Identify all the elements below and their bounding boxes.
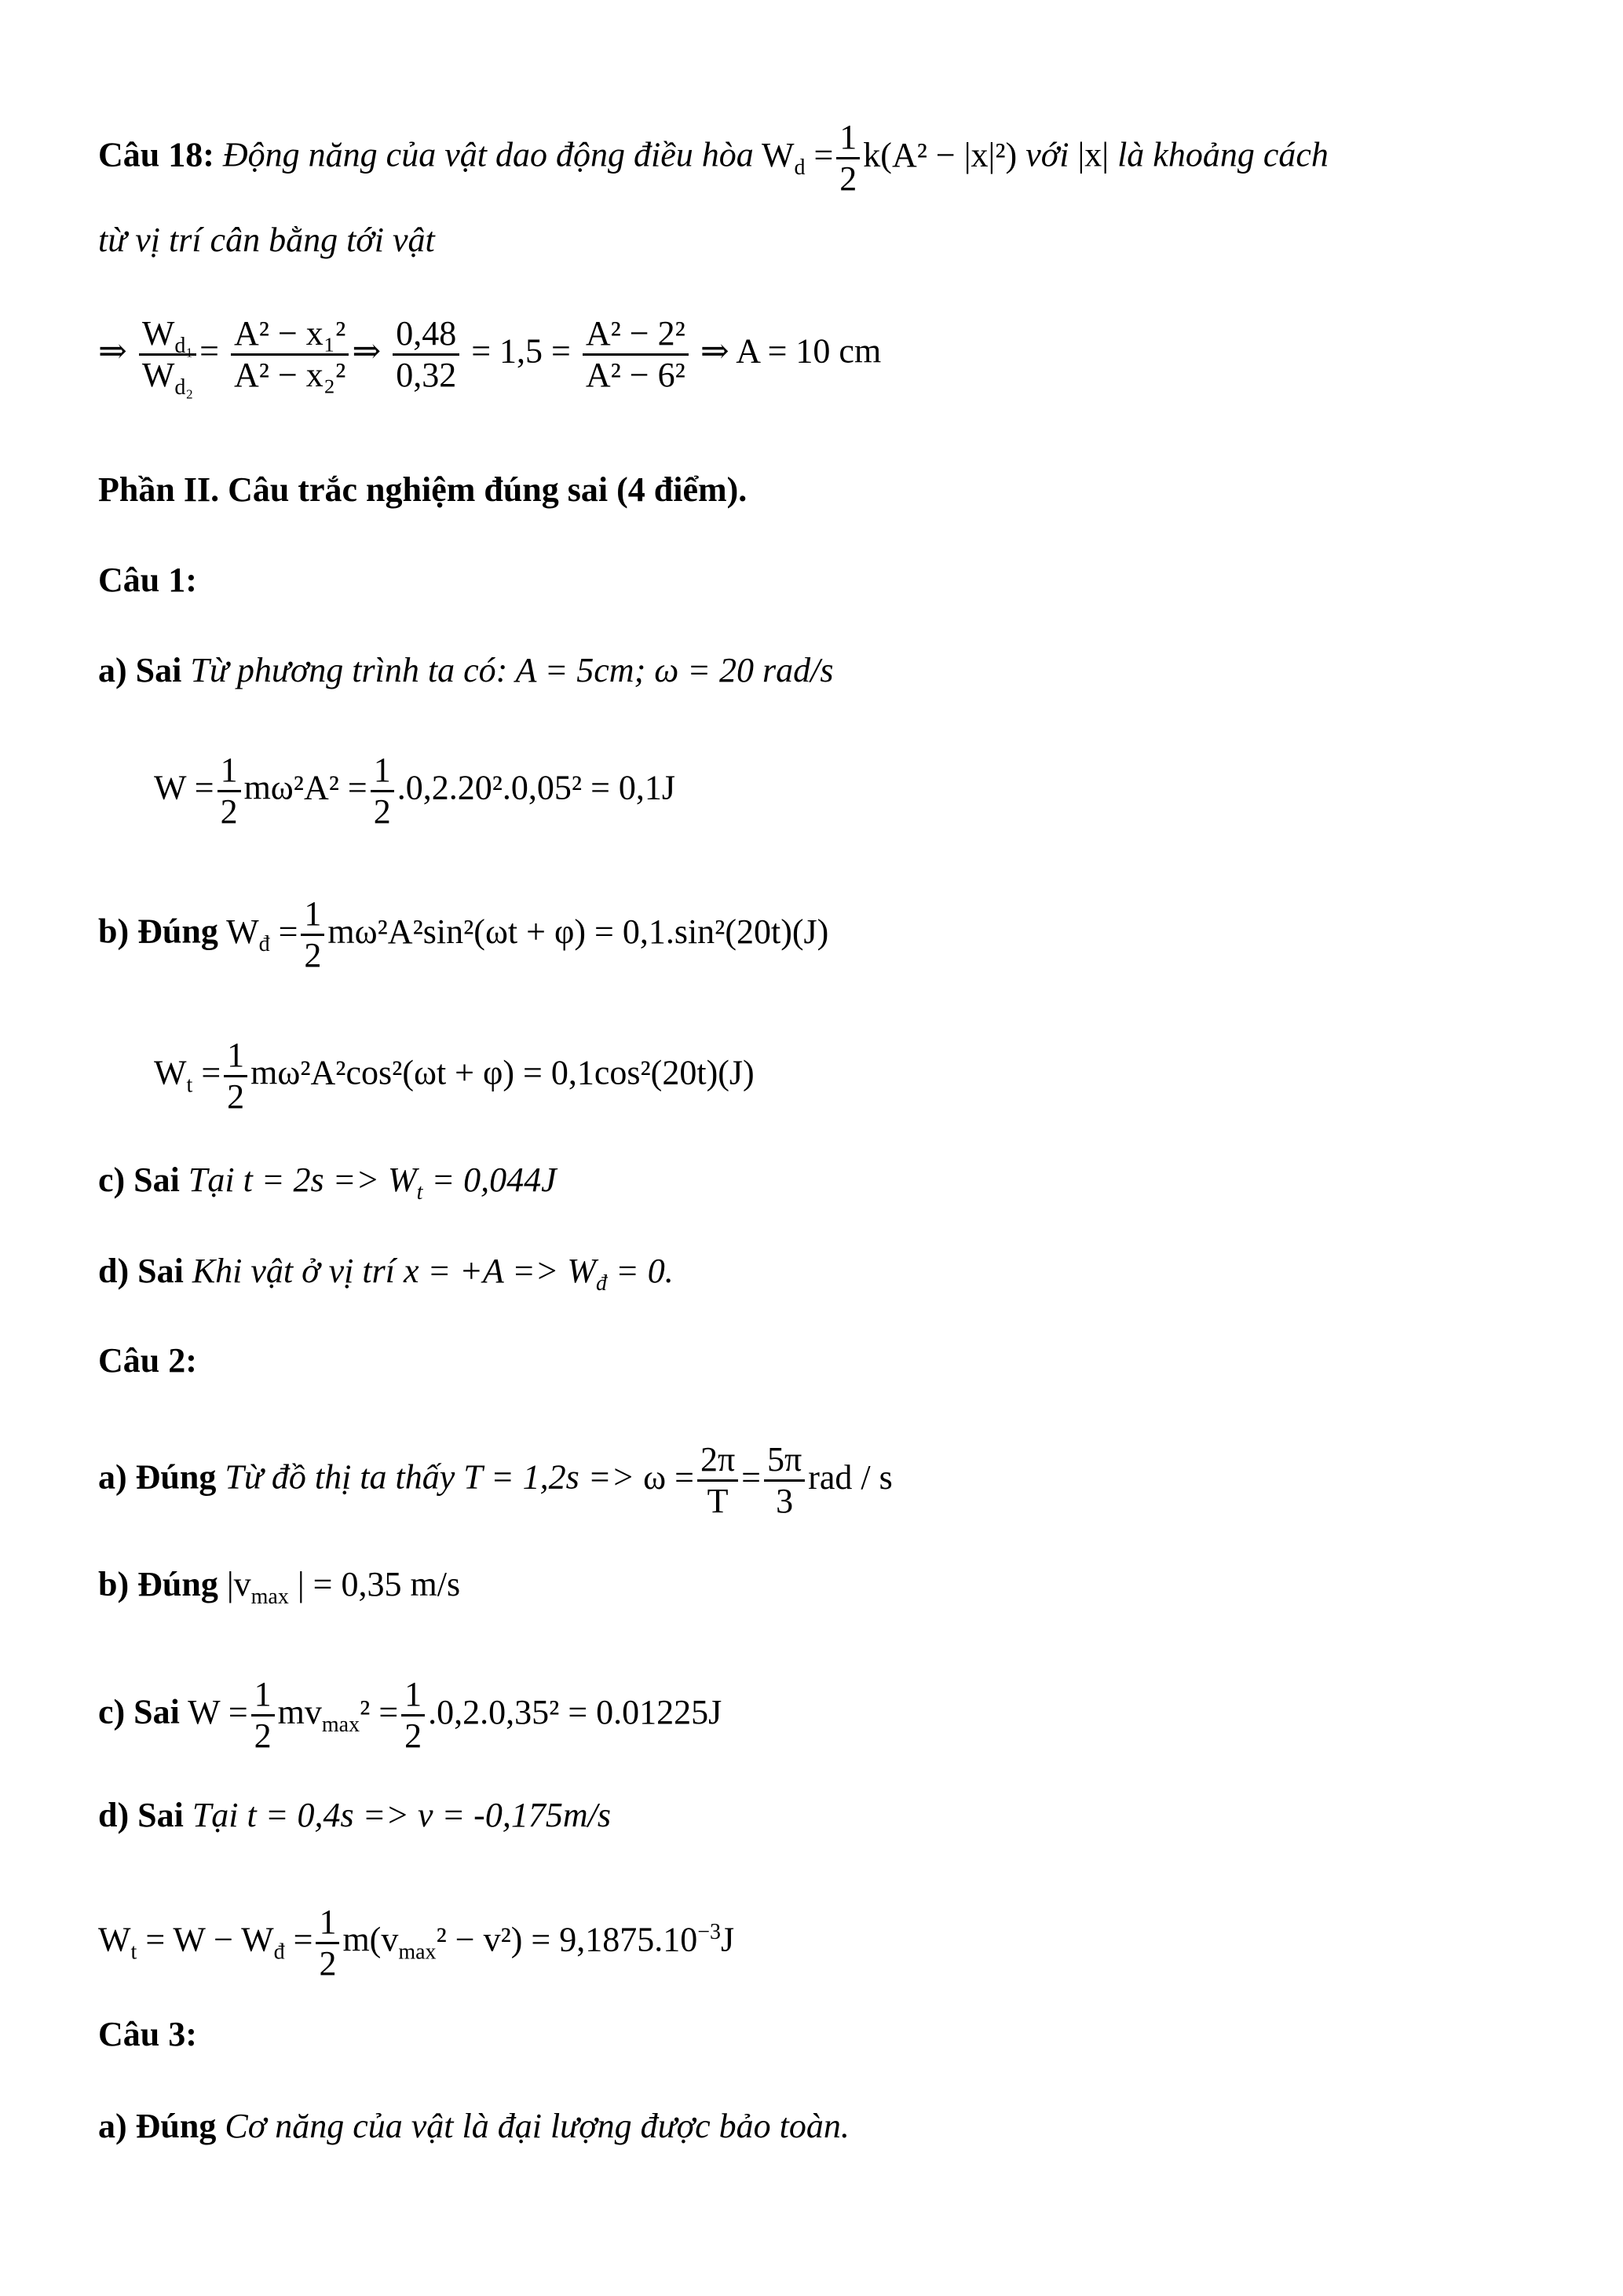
q1-d (98, 1249, 674, 1296)
q1-a-frac1-num: 1 (217, 751, 241, 792)
q18-abs-x: |x| (1077, 135, 1109, 174)
q2-label: Câu 2: (98, 1341, 197, 1380)
q3-a (98, 2104, 850, 2148)
q1-b2-sub: t (186, 1073, 193, 1098)
q1-c-text2: = 0,044J (422, 1161, 557, 1199)
q2-d2-rhs1: m(v (342, 1920, 399, 1959)
q2-d2-mid: = W − W (137, 1920, 274, 1959)
q1-b2-frac-den: 2 (227, 1077, 245, 1116)
q3-a-text: Cơ năng của vật là đại lượng được bảo toàn. (225, 2107, 850, 2145)
q2-b-label: b) Đúng (98, 1565, 218, 1603)
q3-a-label: a) Đúng (98, 2107, 217, 2145)
q18-frac-b (583, 314, 689, 395)
q2-d2-unit: J (721, 1920, 735, 1959)
q18-frac-w (139, 314, 196, 400)
q2-d2-sub2: đ (273, 1940, 285, 1965)
q2-c-rhs: .0,2.0,35² = 0.01225J (428, 1692, 722, 1731)
q18-arrow: ⇒ (98, 331, 127, 371)
q1-a-formula (154, 751, 675, 832)
q1-a-frac1 (217, 751, 241, 832)
q1-b-frac-den: 2 (304, 936, 322, 974)
q18-den3: 0,32 (396, 356, 457, 394)
q1-a-label: a) Sai (98, 651, 182, 689)
q18-den2: A² − x₂² (234, 356, 346, 394)
q2-d (98, 1793, 611, 1837)
q2-d-label: d) Sai (98, 1796, 184, 1834)
q1-b2: $W_t$ = $\frac{1}{2}$ mω²A²cos²(ωt + φ) = 0,1cos²(20t)(J) (154, 1036, 755, 1116)
q1-c (98, 1158, 557, 1205)
q18-formula-sub: d (794, 155, 806, 180)
q1-a-formula-lhs: W = (154, 768, 214, 807)
q2-d2-frac-den: 2 (319, 1944, 337, 1983)
q18-frac-a (231, 314, 349, 395)
q1-a-formula-rhs: .0,2.20².0,05² = 0,1J (397, 768, 676, 807)
q2-c-frac1 (251, 1675, 275, 1756)
q1-b2-frac-num: 1 (224, 1036, 247, 1077)
q2-a-num2: 5π (764, 1440, 805, 1482)
q1-label: Câu 1: (98, 561, 197, 599)
q2-c-mid: mv (277, 1692, 322, 1731)
q2-a-text: Từ đồ thị ta thấy T = 1,2s => (225, 1457, 635, 1497)
q2-b (98, 1563, 460, 1607)
q18-line2: từ vị trí cân bằng tới vật (98, 221, 435, 259)
q18-result: ⇒ A = 10 cm (700, 331, 882, 371)
q2-a-num1: 2π (697, 1440, 738, 1482)
q2-d2-rhs2: ² − v²) = 9,1875.10 (436, 1920, 698, 1959)
q2-d-text: Tại t = 0,4s => v = -0,175m/s (192, 1796, 611, 1834)
q1-a-formula-mid: mω²A² = (243, 768, 367, 807)
q2-c-frac1-den: 2 (254, 1717, 272, 1755)
q1-b-frac-num: 1 (301, 894, 324, 936)
q2-d2-exp: −3 (697, 1919, 722, 1944)
q18-text1: Động năng của vật dao động điều hòa (222, 135, 754, 174)
q2-a-frac1 (697, 1440, 738, 1521)
q18-num3: 0,48 (393, 314, 459, 356)
q2-a-label: a) Đúng (98, 1457, 217, 1497)
q2-a-frac2 (764, 1440, 805, 1521)
q2-d2 (98, 1903, 734, 1983)
q1-b-sub: đ (258, 931, 270, 956)
q2-b-sub: max (250, 1584, 289, 1609)
q2-c-frac2 (401, 1675, 425, 1756)
q18-den1-sub: d₂ (174, 375, 194, 400)
q1-b-rhs: mω²A²sin²(ωt + φ) = 0,1.sin²(20t)(J) (327, 912, 829, 951)
q18-formula-rhs: k(A² − |x|²) (863, 135, 1018, 174)
q18-num1: W (141, 314, 175, 353)
q1-c-text: Tại t = 2s => W (188, 1161, 417, 1199)
q2-d2-lhs: W (98, 1920, 131, 1959)
part2-heading: Phần II. Câu trắc nghiệm đúng sai (4 điểm). (98, 470, 748, 509)
q1-b-lhs: W (226, 912, 259, 951)
q18-frac-num: 1 (836, 118, 860, 159)
q2-c-frac2-den: 2 (404, 1717, 422, 1755)
q1-b2-frac (224, 1036, 247, 1117)
q18-num1-sub: d₁ (174, 333, 194, 358)
q2-a-unit: rad / s (808, 1457, 893, 1497)
q1-d-sub: đ (596, 1270, 607, 1296)
q1-c-label: c) Sai (98, 1161, 180, 1199)
q18-formula (761, 118, 1018, 198)
q18-line1 (98, 118, 1329, 199)
q2-d2-eq: = (284, 1920, 313, 1959)
q2-b-text2: | = 0,35 m/s (288, 1565, 461, 1603)
q18-den1: W (141, 356, 175, 394)
q1-b2-rhs: mω²A²cos²(ωt + φ) = 0,1cos²(20t)(J) (250, 1053, 755, 1092)
q2-c-frac2-num: 1 (401, 1675, 425, 1717)
q18-label: Câu 18: (98, 135, 214, 174)
q1-d-text: Khi vật ở vị trí x = +A => W (192, 1252, 596, 1290)
q2-d2-rhs-sub: max (398, 1940, 437, 1965)
q2-d2-sub1: t (130, 1940, 137, 1965)
q1-b: b) Đúng $W_đ$ = $\frac{1}{2}$ mω²A²sin²(ωt + φ) = 0,1.sin²(20t)(J) (98, 894, 829, 974)
q2-a: a) Đúng Từ đồ thị ta thấy T = 1,2s => ω = $\frac{2\pi}{T}$ = $\frac{5\pi}{3}$ rad / s (98, 1440, 893, 1520)
q18-frac-den: 2 (839, 159, 857, 198)
q1-a-frac1-den: 2 (220, 792, 238, 831)
q18-derivation: ⇒ $\frac{W_{d_1}}{W_{d_2}}$ = $\frac{\text{A² − x₁²}}{\text{A² − x₂²}}$ ⇒ $\frac{0,48}{0,32}$ = 1,5 = $\frac{\text{A² − 2²}}{\text{A² − 6²}}$ ⇒ A = 10 cm (98, 314, 882, 400)
q18-num2: A² − x₁² (231, 314, 349, 356)
q2-a-den2: 3 (776, 1482, 794, 1520)
q2-a-omega: ω = (643, 1457, 694, 1497)
q1-a (98, 649, 833, 693)
q2-c-sub: max (321, 1712, 360, 1737)
q2-c (98, 1675, 722, 1756)
q1-a-text: Từ phương trình ta có: A = 5cm; ω = 20 rad/s (190, 651, 834, 689)
q2-d2-frac (316, 1903, 339, 1983)
q1-b-label: b) Đúng (98, 912, 218, 951)
q1-d-label: d) Sai (98, 1252, 184, 1290)
q2-c-mid2: ² = (360, 1692, 399, 1731)
q18-mid: = 1,5 = (471, 331, 571, 371)
q18-text2: với (1025, 135, 1069, 174)
q18-text3: là khoảng cách (1117, 135, 1329, 174)
q1-c-sub: t (416, 1179, 423, 1205)
q18-frac-val (393, 314, 459, 395)
q2-a-den1: T (707, 1482, 729, 1520)
q2-c-frac1-num: 1 (251, 1675, 275, 1717)
q3-label: Câu 3: (98, 2015, 197, 2053)
q18-formula-lhs: W (761, 135, 795, 174)
q1-a-frac2-den: 2 (373, 792, 391, 831)
q18-fraction (836, 118, 860, 199)
q2-c-label: c) Sai (98, 1692, 180, 1731)
q2-d2-frac-num: 1 (316, 1903, 339, 1944)
q1-d-text2: = 0. (607, 1252, 674, 1290)
q18-num4: A² − 2² (583, 314, 689, 356)
q18-den4: A² − 6² (585, 356, 685, 394)
q2-c-lhs: W = (188, 1692, 248, 1731)
q18-formula-eq: = (813, 135, 834, 174)
q1-b-frac (301, 894, 324, 975)
q1-a-frac2-num: 1 (371, 751, 394, 792)
q1-a-frac2 (371, 751, 394, 832)
q2-b-text: |v (226, 1565, 251, 1603)
q1-b2-lhs: W (154, 1053, 187, 1092)
